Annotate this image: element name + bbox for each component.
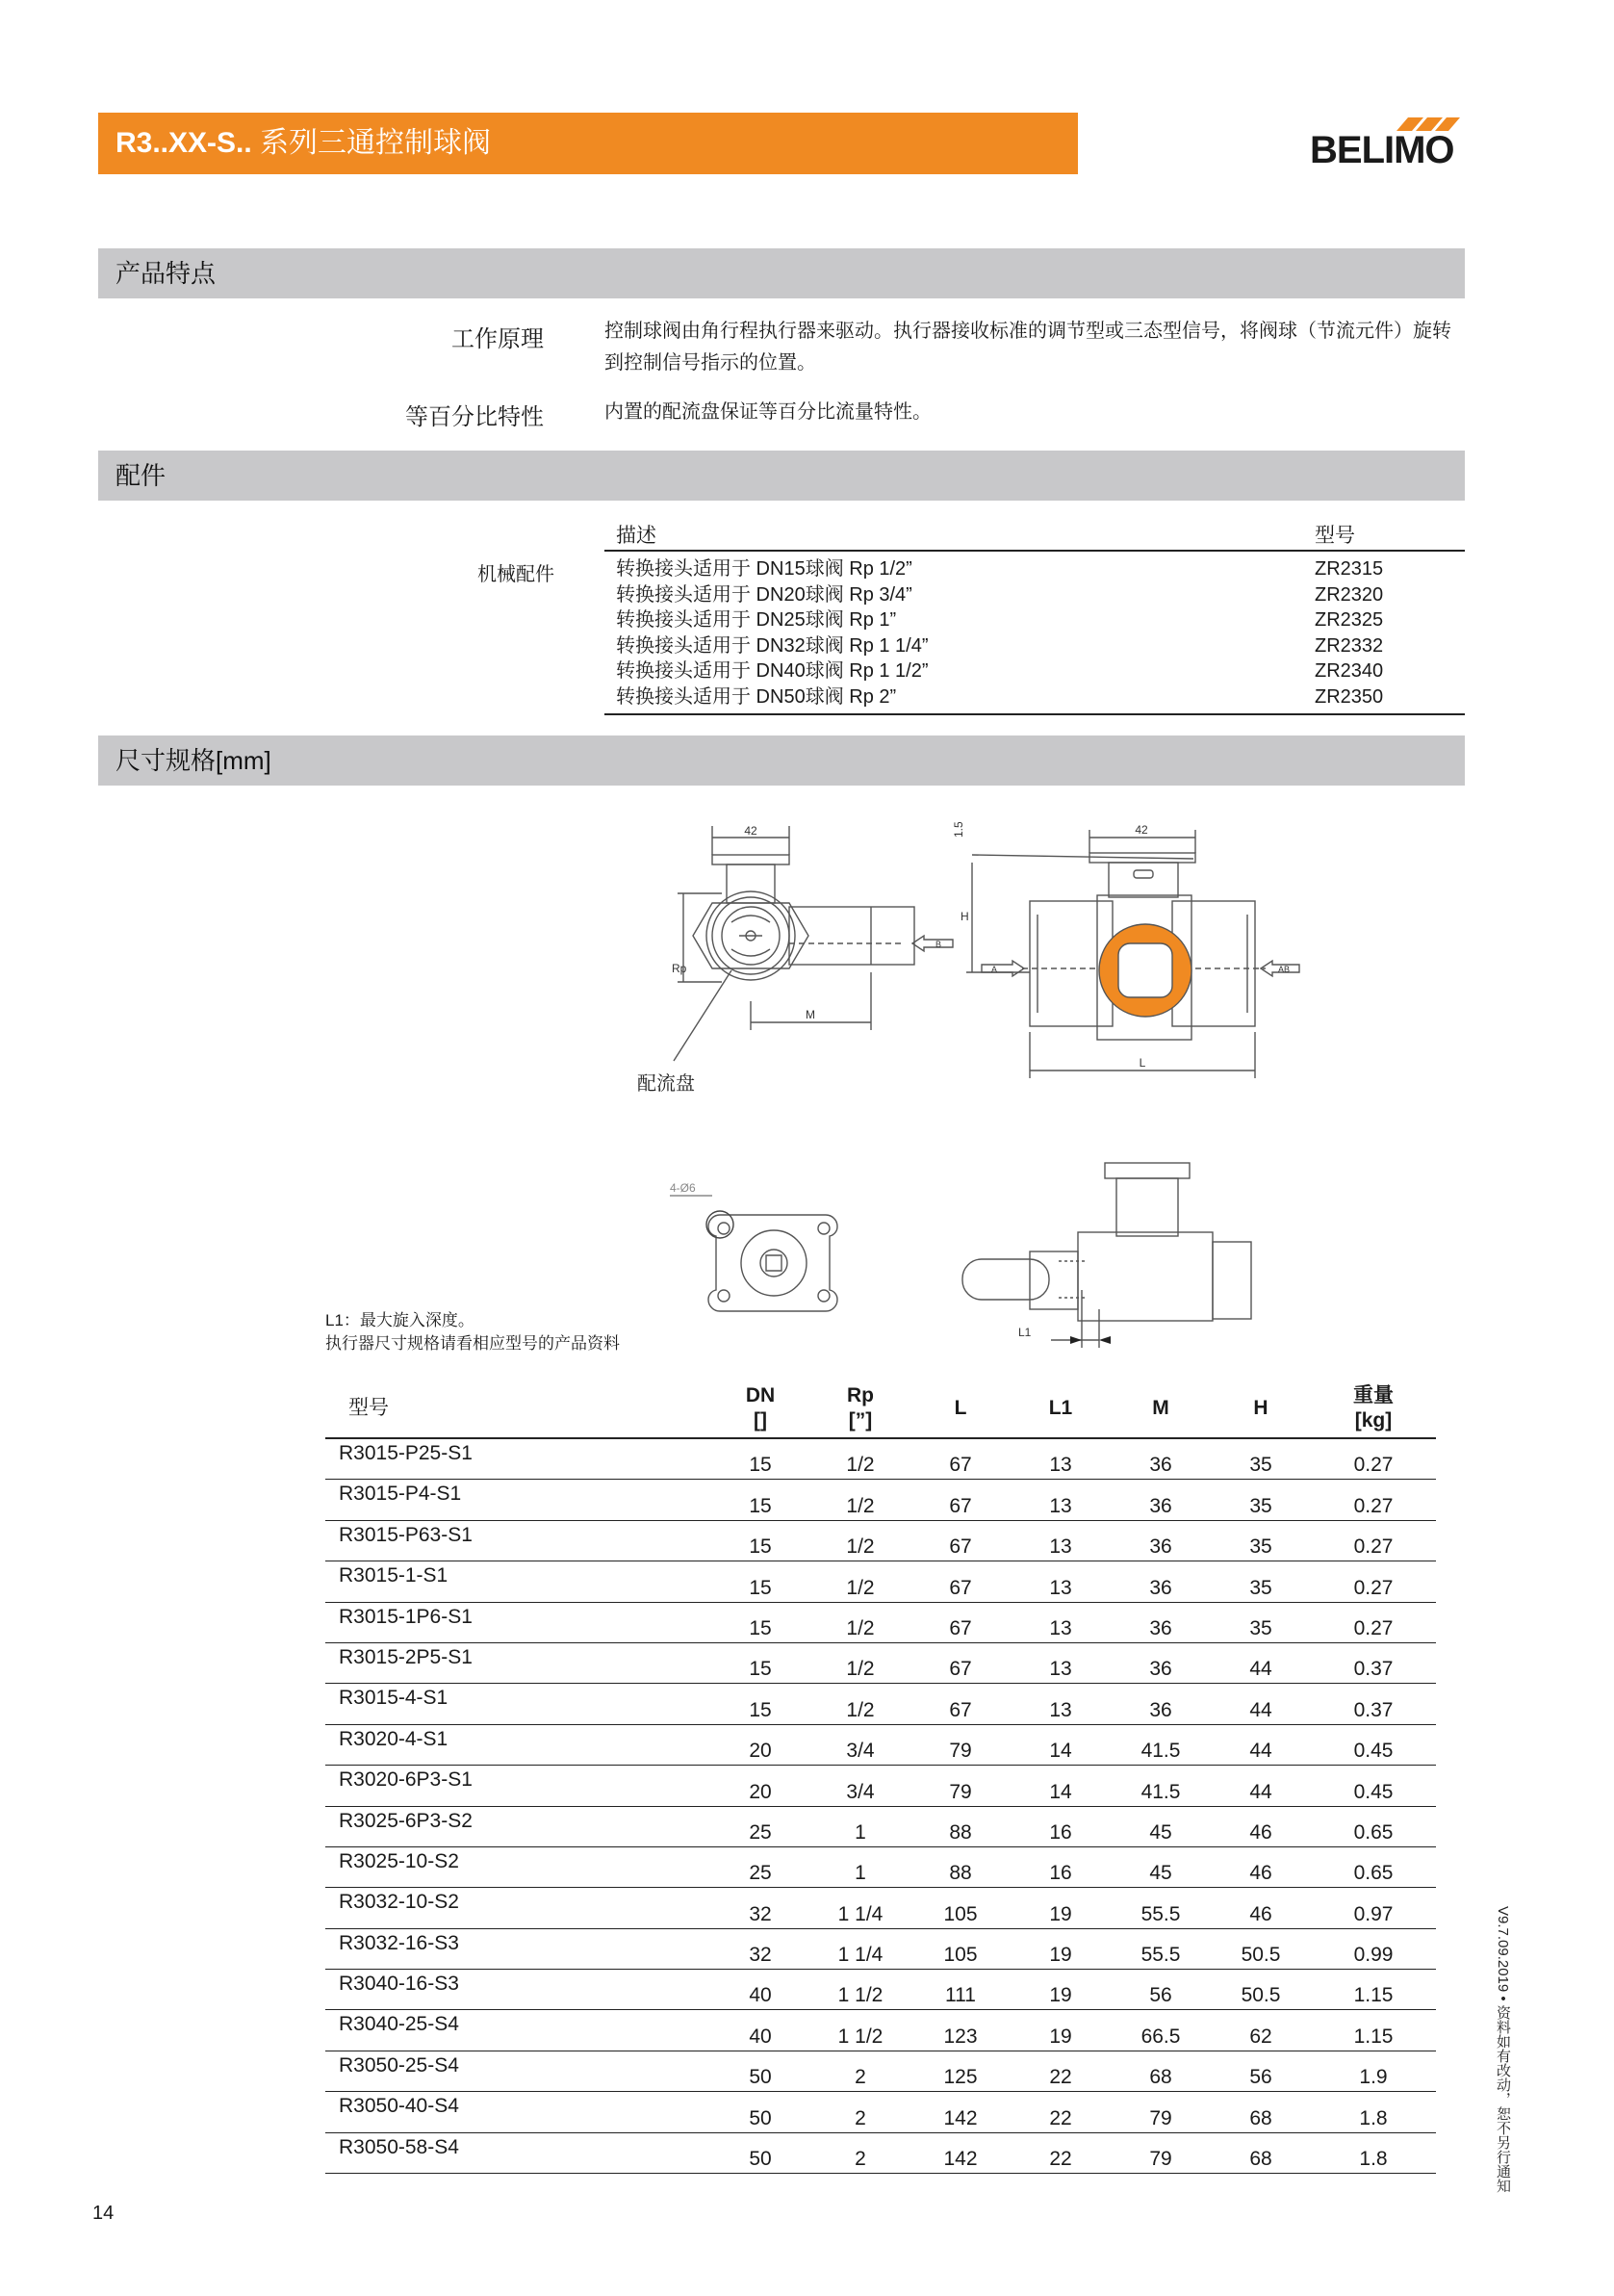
table-row (325, 1888, 1436, 1928)
table-cell: 15 (710, 1438, 810, 1480)
table-row (325, 2092, 1436, 2132)
table-cell: 79 (1111, 2132, 1211, 2173)
holes-label: 4-Ø6 (670, 1181, 696, 1195)
technical-drawings (577, 809, 1328, 1348)
table-cell: 13 (1011, 1684, 1111, 1724)
table-cell: 0.27 (1311, 1520, 1436, 1561)
table-cell: 1 (810, 1806, 910, 1846)
table-cell: 15 (710, 1684, 810, 1724)
cell-model: R3040-16-S3 (325, 1970, 710, 2010)
table-cell: 50.5 (1211, 1970, 1311, 2010)
side-view-drawing (952, 821, 1299, 1078)
port-a-label: A (991, 965, 998, 974)
table-cell: 0.27 (1311, 1480, 1436, 1520)
table-cell: 79 (910, 1766, 1011, 1806)
note-line-l1: L1：最大旋入深度。 (325, 1311, 474, 1329)
dim-42-side-label: 42 (1135, 823, 1148, 837)
cell-model: R3050-58-S4 (325, 2132, 710, 2173)
table-cell: 125 (910, 2051, 1011, 2091)
table-cell: 22 (1011, 2051, 1111, 2091)
table-cell: 1.8 (1311, 2132, 1436, 2173)
accessory-desc-list (616, 556, 929, 709)
table-cell: 3/4 (810, 1766, 910, 1806)
table-cell: 13 (1011, 1520, 1111, 1561)
table-cell: 56 (1111, 1970, 1211, 2010)
table-cell: 0.27 (1311, 1561, 1436, 1602)
document-title-bar (98, 113, 1078, 174)
col-rp: Rp [”] (810, 1380, 910, 1438)
table-row (325, 1520, 1436, 1561)
table-cell: 142 (910, 2092, 1011, 2132)
table-cell: 62 (1211, 2010, 1311, 2051)
spec-table (325, 1380, 1436, 2174)
table-cell: 35 (1211, 1561, 1311, 1602)
table-cell: 44 (1211, 1642, 1311, 1683)
table-cell: 41.5 (1111, 1766, 1211, 1806)
table-cell: 67 (910, 1480, 1011, 1520)
table-cell: 1.15 (1311, 2010, 1436, 2051)
table-cell: 19 (1011, 2010, 1111, 2051)
feature-label-principle: 工作原理 (451, 326, 544, 352)
table-cell: 20 (710, 1766, 810, 1806)
section-accessories-title: 配件 (115, 461, 167, 490)
table-cell: 13 (1011, 1642, 1111, 1683)
table-row (325, 1684, 1436, 1724)
feature-text-principle: 控制球阀由角行程执行器来驱动。执行器接收标准的调节型或三态型信号，将阀球（节流元件）旋转到控制信号指示的位置。 (604, 321, 1451, 374)
cell-model: R3050-25-S4 (325, 2051, 710, 2091)
table-row (325, 1438, 1436, 1480)
cell-model: R3015-P25-S1 (325, 1438, 710, 1480)
section-features-title: 产品特点 (115, 259, 217, 288)
list-item: ZR2340 (1315, 660, 1384, 682)
dim-rp-label: Rp (672, 962, 687, 975)
table-cell: 15 (710, 1520, 810, 1561)
table-cell: 35 (1211, 1438, 1311, 1480)
col-h: H (1211, 1380, 1311, 1438)
table-cell: 44 (1211, 1684, 1311, 1724)
table-cell: 25 (710, 1846, 810, 1887)
table-cell: 56 (1211, 2051, 1311, 2091)
table-cell: 1/2 (810, 1561, 910, 1602)
table-cell: 50 (710, 2092, 810, 2132)
dim-1-5-label: 1.5 (952, 821, 965, 838)
accessory-bottom-rule (604, 713, 1465, 715)
col-dn: DN [] (710, 1380, 810, 1438)
table-cell: 13 (1011, 1438, 1111, 1480)
table-cell: 68 (1111, 2051, 1211, 2091)
table-cell: 14 (1011, 1724, 1111, 1765)
table-cell: 46 (1211, 1888, 1311, 1928)
table-cell: 41.5 (1111, 1724, 1211, 1765)
table-row (325, 1846, 1436, 1887)
cell-model: R3040-25-S4 (325, 2010, 710, 2051)
revision-note: V9.7.09.2019 • 资料如有改动，恕不另行通知 (1495, 1906, 1511, 2193)
section-accessories (98, 451, 1465, 501)
cell-model: R3015-1P6-S1 (325, 1602, 710, 1642)
table-cell: 142 (910, 2132, 1011, 2173)
table-cell: 25 (710, 1806, 810, 1846)
table-cell: 123 (910, 2010, 1011, 2051)
flange-view-drawing (670, 1181, 837, 1311)
table-cell: 19 (1011, 1970, 1111, 2010)
dim-m-label: M (806, 1008, 815, 1021)
dim-l1-label: L1 (1018, 1326, 1032, 1339)
feature-label-equal-percentage: 等百分比特性 (405, 404, 544, 430)
list-item: ZR2315 (1315, 558, 1384, 580)
port-b-label: B (935, 940, 942, 949)
table-cell: 0.45 (1311, 1766, 1436, 1806)
table-cell: 105 (910, 1888, 1011, 1928)
table-row (325, 1928, 1436, 1969)
note-line-actuator: 执行器尺寸规格请看相应型号的产品资料 (325, 1334, 620, 1353)
cell-model: R3032-10-S2 (325, 1888, 710, 1928)
table-cell: 46 (1211, 1806, 1311, 1846)
logo-text: BELIMO (1310, 129, 1454, 171)
title-model: R3..XX-S.. (115, 127, 252, 159)
table-cell: 67 (910, 1561, 1011, 1602)
table-cell: 15 (710, 1480, 810, 1520)
table-cell: 35 (1211, 1602, 1311, 1642)
list-item: 转换接头适用于 DN50球阀 Rp 2” (616, 685, 897, 708)
table-cell: 44 (1211, 1766, 1311, 1806)
table-cell: 3/4 (810, 1724, 910, 1765)
table-cell: 88 (910, 1806, 1011, 1846)
table-cell: 32 (710, 1928, 810, 1969)
section-dimensions-title: 尺寸规格[mm] (115, 746, 271, 775)
table-cell: 15 (710, 1602, 810, 1642)
table-cell: 1/2 (810, 1480, 910, 1520)
front-view-drawing (637, 824, 953, 1095)
table-cell: 2 (810, 2132, 910, 2173)
table-cell: 36 (1111, 1642, 1211, 1683)
table-cell: 0.99 (1311, 1928, 1436, 1969)
table-cell: 36 (1111, 1520, 1211, 1561)
table-cell: 15 (710, 1642, 810, 1683)
table-row (325, 1602, 1436, 1642)
table-cell: 1/2 (810, 1520, 910, 1561)
list-item: 转换接头适用于 DN20球阀 Rp 3/4” (616, 583, 912, 606)
list-item: 转换接头适用于 DN40球阀 Rp 1 1/2” (616, 660, 929, 682)
table-cell: 1 1/4 (810, 1888, 910, 1928)
table-cell: 1.9 (1311, 2051, 1436, 2091)
table-cell: 55.5 (1111, 1928, 1211, 1969)
table-cell: 35 (1211, 1520, 1311, 1561)
table-cell: 13 (1011, 1561, 1111, 1602)
table-row (325, 1561, 1436, 1602)
table-cell: 16 (1011, 1846, 1111, 1887)
cell-model: R3025-10-S2 (325, 1846, 710, 1887)
col-l: L (910, 1380, 1011, 1438)
list-item: ZR2325 (1315, 609, 1384, 631)
table-cell: 0.37 (1311, 1684, 1436, 1724)
accessory-col-model: 型号 (1315, 525, 1355, 547)
table-cell: 1 (810, 1846, 910, 1887)
table-cell: 0.65 (1311, 1846, 1436, 1887)
table-cell: 1/2 (810, 1602, 910, 1642)
spec-table-body (325, 1438, 1436, 2174)
list-item: 转换接头适用于 DN15球阀 Rp 1/2” (616, 558, 912, 580)
table-row (325, 1724, 1436, 1765)
table-cell: 67 (910, 1642, 1011, 1683)
table-cell: 0.97 (1311, 1888, 1436, 1928)
table-cell: 36 (1111, 1480, 1211, 1520)
table-cell: 0.37 (1311, 1642, 1436, 1683)
table-cell: 13 (1011, 1602, 1111, 1642)
table-cell: 1/2 (810, 1684, 910, 1724)
table-cell: 32 (710, 1888, 810, 1928)
table-cell: 0.27 (1311, 1438, 1436, 1480)
table-cell: 105 (910, 1928, 1011, 1969)
table-cell: 0.27 (1311, 1602, 1436, 1642)
table-cell: 1 1/2 (810, 1970, 910, 2010)
table-cell: 40 (710, 2010, 810, 2051)
table-row (325, 2051, 1436, 2091)
accessory-model-list (1315, 556, 1383, 709)
section-features (98, 248, 1465, 298)
col-m: M (1111, 1380, 1211, 1438)
table-cell: 67 (910, 1602, 1011, 1642)
table-cell: 13 (1011, 1480, 1111, 1520)
table-cell: 50 (710, 2132, 810, 2173)
cell-model: R3015-P4-S1 (325, 1480, 710, 1520)
disc-label: 配流盘 (637, 1073, 695, 1095)
table-cell: 67 (910, 1438, 1011, 1480)
cell-model: R3020-6P3-S1 (325, 1766, 710, 1806)
dim-l-label: L (1139, 1056, 1146, 1070)
table-cell: 66.5 (1111, 2010, 1211, 2051)
table-row (325, 1806, 1436, 1846)
list-item: ZR2350 (1315, 685, 1384, 708)
accessory-col-description: 描述 (616, 525, 656, 547)
table-cell: 19 (1011, 1928, 1111, 1969)
table-cell: 1/2 (810, 1438, 910, 1480)
pipe-view-drawing (962, 1163, 1251, 1348)
table-row (325, 1766, 1436, 1806)
dimension-note (325, 1309, 620, 1355)
col-l1: L1 (1011, 1380, 1111, 1438)
list-item: 转换接头适用于 DN32球阀 Rp 1 1/4” (616, 634, 929, 657)
table-cell: 46 (1211, 1846, 1311, 1887)
table-cell: 36 (1111, 1561, 1211, 1602)
table-cell: 2 (810, 2092, 910, 2132)
feature-text-equal-percentage: 内置的配流盘保证等百分比流量特性。 (604, 401, 932, 423)
table-cell: 67 (910, 1520, 1011, 1561)
table-row (325, 2010, 1436, 2051)
cell-model: R3015-4-S1 (325, 1684, 710, 1724)
table-row (325, 1970, 1436, 2010)
list-item: 转换接头适用于 DN25球阀 Rp 1” (616, 609, 897, 631)
table-cell: 36 (1111, 1438, 1211, 1480)
belimo-logo (1304, 108, 1468, 180)
table-cell: 55.5 (1111, 1888, 1211, 1928)
table-cell: 1/2 (810, 1642, 910, 1683)
table-cell: 14 (1011, 1766, 1111, 1806)
port-ab-label: AB (1278, 965, 1291, 974)
page-number: 14 (92, 2203, 115, 2224)
table-cell: 44 (1211, 1724, 1311, 1765)
table-header-row (325, 1380, 1436, 1438)
table-cell: 19 (1011, 1888, 1111, 1928)
table-cell: 79 (910, 1724, 1011, 1765)
table-row (325, 1480, 1436, 1520)
table-cell: 36 (1111, 1684, 1211, 1724)
table-cell: 2 (810, 2051, 910, 2091)
dim-42-label: 42 (744, 824, 757, 838)
cell-model: R3050-40-S4 (325, 2092, 710, 2132)
table-cell: 0.45 (1311, 1724, 1436, 1765)
accessory-group-label: 机械配件 (477, 564, 554, 585)
table-cell: 67 (910, 1684, 1011, 1724)
list-item: ZR2332 (1315, 634, 1384, 657)
table-cell: 36 (1111, 1602, 1211, 1642)
table-cell: 68 (1211, 2132, 1311, 2173)
cell-model: R3020-4-S1 (325, 1724, 710, 1765)
table-row (325, 2132, 1436, 2173)
table-cell: 50 (710, 2051, 810, 2091)
table-cell: 22 (1011, 2092, 1111, 2132)
cell-model: R3032-16-S3 (325, 1928, 710, 1969)
table-cell: 1 1/4 (810, 1928, 910, 1969)
table-cell: 1.8 (1311, 2092, 1436, 2132)
col-model: 型号 (325, 1380, 710, 1438)
cell-model: R3025-6P3-S2 (325, 1806, 710, 1846)
table-cell: 22 (1011, 2132, 1111, 2173)
table-cell: 35 (1211, 1480, 1311, 1520)
table-cell: 111 (910, 1970, 1011, 2010)
table-cell: 0.65 (1311, 1806, 1436, 1846)
table-cell: 16 (1011, 1806, 1111, 1846)
accessory-header-rule (604, 550, 1465, 552)
table-cell: 1.15 (1311, 1970, 1436, 2010)
title-text: 系列三通控制球阀 (251, 127, 492, 159)
cell-model: R3015-1-S1 (325, 1561, 710, 1602)
table-cell: 45 (1111, 1846, 1211, 1887)
table-cell: 1 1/2 (810, 2010, 910, 2051)
col-weight: 重量 [kg] (1311, 1380, 1436, 1438)
table-cell: 40 (710, 1970, 810, 2010)
table-cell: 88 (910, 1846, 1011, 1887)
list-item: ZR2320 (1315, 583, 1384, 606)
dim-h-label: H (961, 910, 969, 923)
table-cell: 50.5 (1211, 1928, 1311, 1969)
table-cell: 20 (710, 1724, 810, 1765)
section-dimensions (98, 735, 1465, 786)
table-row (325, 1642, 1436, 1683)
cell-model: R3015-2P5-S1 (325, 1642, 710, 1683)
table-cell: 68 (1211, 2092, 1311, 2132)
table-cell: 45 (1111, 1806, 1211, 1846)
table-cell: 15 (710, 1561, 810, 1602)
table-cell: 79 (1111, 2092, 1211, 2132)
cell-model: R3015-P63-S1 (325, 1520, 710, 1561)
